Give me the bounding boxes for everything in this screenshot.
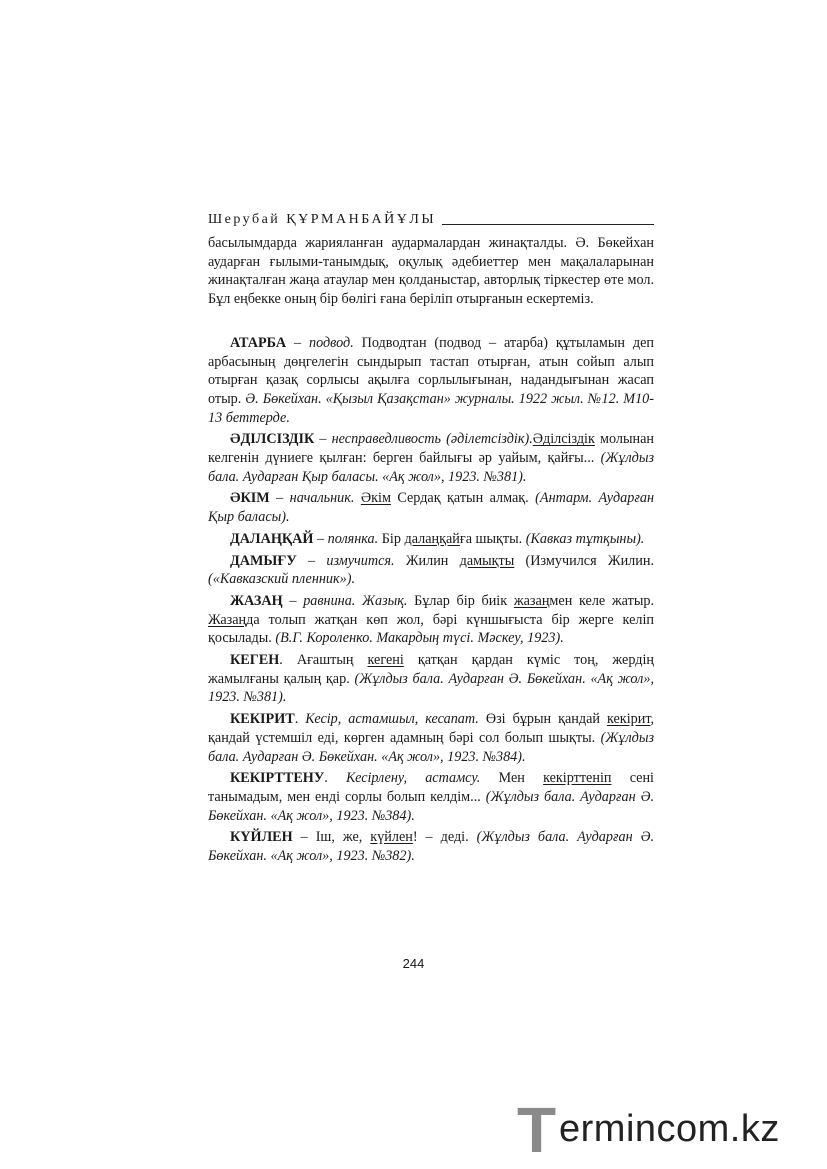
entry-kekirttenu: КЕКІРТТЕНУ. Кесірлену, астамсу. Мен кекірттеніп сені танымадым, мен енді сорлы болып келдім... (Жұлдыз бала. Аударған Ә. Бөкейхан. «Ақ жол», 1923. №384). [208, 770, 655, 824]
entry-kegen: КЕГЕН. Ағаштың кегені қатқан қардан күміс тоң, жердің жамылғаны қалың қар. (Жұлдыз бала. Аударған Ә. Бөкейхан. «Ақ жол», 1923. №381). [208, 652, 655, 706]
entry-source: (Кавказ тұтқыны). [525, 530, 645, 547]
entry-term: Әкім [360, 490, 391, 507]
entry-gloss: подвод. [308, 334, 354, 351]
entry-kekirit: КЕКІРИТ. Кесір, астамшыл, кесапат. Өзі бұрын қандай кекірит, қандай үстемшіл еді, көрген адамның бәрі сол болып шықты. (Жұлдыз бала. Аударған Ә. Бөкейхан. «Ақ жол», 1923. №384). [208, 711, 655, 765]
entry-source: Ә. Бөкейхан. «Қызыл Қазақстан» журналы. 1922 жыл. №12. М10-13 беттерде. [208, 390, 654, 426]
entry-term: жазаң [513, 592, 550, 609]
entry-gloss: полянка. [327, 530, 379, 547]
page-body [208, 210, 654, 866]
section-gap [208, 309, 654, 331]
page-number: 244 [402, 956, 425, 971]
logo-text: ermincom.kz [559, 1108, 780, 1150]
running-head-text: Шерубай ҚҰРМАНБАЙҰЛЫ [208, 212, 437, 227]
entry-head: ДАМЫҒУ [230, 552, 297, 569]
entry-head: ӘКІМ [230, 490, 270, 507]
entry-source: (Жұлдыз бала. Аударған Ә. Бөкейхан. «Ақ жол», 1923. №382). [208, 829, 655, 865]
entry-gloss: Кесір, астамшыл, кесапат. [305, 711, 479, 728]
entry-gloss: несправедливость (әділетсіздік). [331, 431, 533, 448]
running-head [208, 210, 654, 228]
entry-term: далаңқай [404, 530, 460, 547]
entry-source: (Жұлдыз бала. Аударған Қыр баласы. «Ақ жол», 1923. №381). [208, 450, 654, 485]
entry-gloss: измучится. [326, 552, 395, 569]
entry-term: күйлен [370, 829, 413, 846]
entry-head: КЕКІРИТ [230, 711, 295, 728]
entry-head: ӘДІЛСІЗДІК [230, 431, 315, 448]
header-rule [442, 224, 654, 225]
entry-source: (В.Г. Короленко. Макардың түсі. Мәскеу, 1923). [275, 630, 564, 647]
entry-head: ЖАЗАҢ [230, 592, 283, 609]
entry-term: кекірттеніп [543, 770, 612, 787]
entry-term: Әділсіздік [532, 431, 595, 448]
entry-atarba: АТАРБА – подвод. Подводтан (подвод – атарба) құтыламын деп арбасының дөңгелегін сындырып тастап отырған, атын сойып алып отырған қазақ сорлысы ақылға сорлылығынан, надандығынан жасап отыр. Ә. Бөкейхан. «Қызыл Қазақстан» журналы. 1922 жыл. №12. М10-13 беттерде. [208, 334, 654, 426]
entry-term: кекірит [606, 711, 651, 728]
entry-term: Жазаң [208, 611, 247, 628]
entry-source: (Жұлдыз бала. Аударған Ә. Бөкейхан. «Ақ жол», 1923. №381). [208, 670, 655, 706]
entry-head: ДАЛАҢҚАЙ [230, 530, 314, 547]
entry-source: («Кавказский пленник»). [208, 571, 355, 588]
entry-gloss: Кесірлену, астамсу. [346, 770, 481, 787]
entry-adilsizdik: ӘДІЛСІЗДІК – несправедливость (әділетсіздік).Әділсіздік молынан келгенін дүниеге қылған: берген байлығы әр уайым, қайғы... (Жұлдыз бала. Аударған Қыр баласы. «Ақ жол», 1923. №381). [208, 431, 655, 485]
entry-akim: ӘКІМ – начальник. Әкім Сердақ қатын алмақ. (Антарм. Аударған Қыр баласы). [208, 490, 655, 526]
logo-letter: T [517, 1094, 557, 1166]
entry-zhazan: ЖАЗАҢ – равнина. Жазық. Бұлар бір биік жазаңмен келе жатыр. Жазаңда толып жатқан көп жол, бәрі күншығыста бір жерге келіп қосылады. (В.Г. Короленко. Макардың түсі. Мәскеу, 1923). [208, 592, 654, 647]
entry-term: кегені [367, 652, 404, 669]
entry-damygu: ДАМЫҒУ – измучится. Жилин дамықты (Измучился Жилин. («Кавказский пленник»). [208, 552, 654, 588]
entry-source: (Жұлдыз бала. Аударған Ә. Бөкейхан. «Ақ жол», 1923. №384). [208, 788, 655, 824]
intro-paragraph: басылымдарда жарияланған аудармалардан жинақталды. Ә. Бөкейхан аударған ғылыми-танымдық, оқулық әдебиеттер мен мақалаларынан жинақталған жаңа атаулар мен қолданыстар, авторлық тіркестер өте мол. Бұл еңбекке оның бір бөлігі ғана беріліп отырғанын ескертеміз. [208, 235, 654, 308]
entry-dalankai: ДАЛАҢҚАЙ – полянка. Бір далаңқайға шықты. (Кавказ тұтқыны). [230, 530, 645, 547]
entry-head: АТАРБА [230, 334, 287, 351]
entry-head: КЕКІРТТЕНУ [230, 770, 325, 787]
entry-head: КЕГЕН [230, 652, 280, 669]
dictionary-entries [208, 334, 654, 866]
entry-term: дамықты [459, 552, 515, 569]
entry-source: (Жұлдыз бала. Аударған Ә. Бөкейхан. «Ақ жол», 1923. №384). [208, 729, 654, 765]
entry-head: КҮЙЛЕН [230, 829, 293, 846]
entry-source: (Антарм. Аударған Қыр баласы). [208, 490, 655, 526]
entry-gloss: начальник. [289, 490, 355, 507]
entry-gloss: равнина. Жазық. [303, 592, 408, 609]
termincom-logo [517, 1094, 807, 1166]
entry-kuilen: КҮЙЛЕН – Іш, же, күйлен! – деді. (Жұлдыз бала. Аударған Ә. Бөкейхан. «Ақ жол», 1923. №382). [208, 829, 655, 865]
